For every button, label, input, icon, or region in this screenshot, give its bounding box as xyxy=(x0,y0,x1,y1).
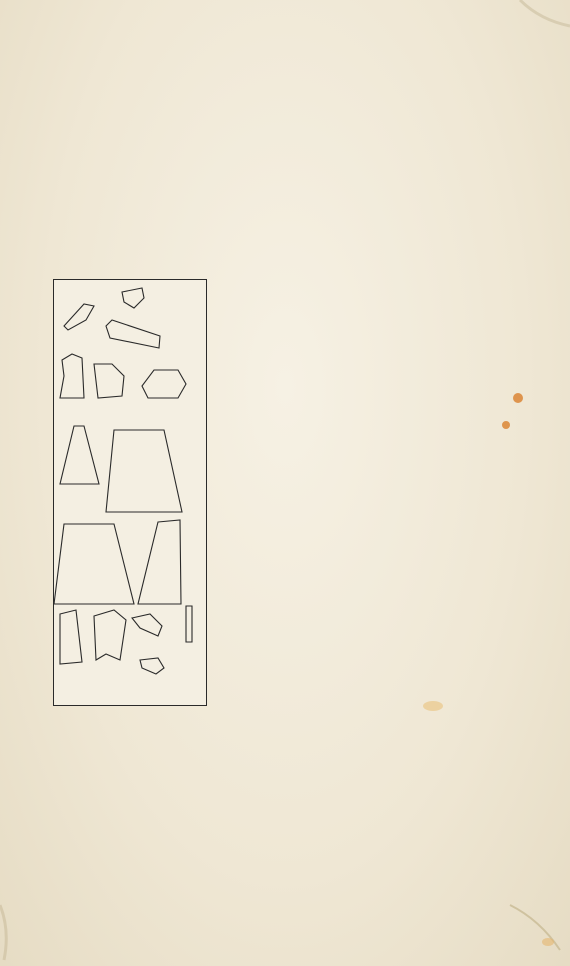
pattern-title xyxy=(219,222,231,238)
yardage-header xyxy=(220,244,520,259)
pattern-pieces-diagram xyxy=(53,279,207,706)
pattern-pieces-drawing xyxy=(54,280,206,705)
